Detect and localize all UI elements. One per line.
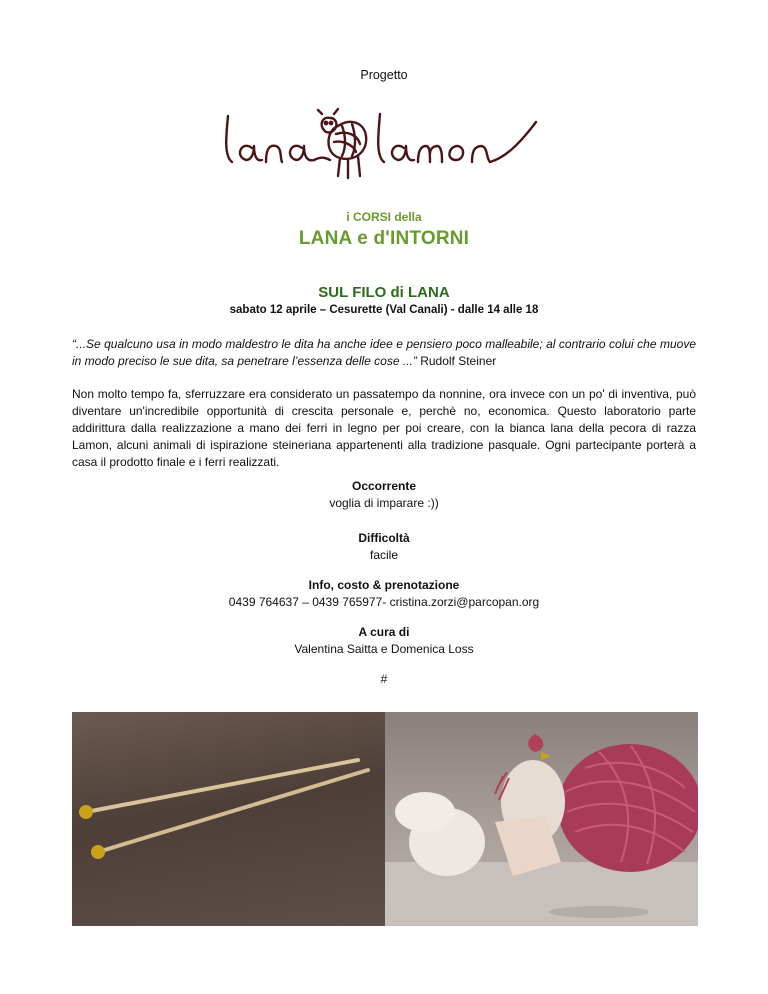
needles-illustration xyxy=(72,712,385,926)
info-label: Info, costo & prenotazione xyxy=(308,578,460,592)
info-label: Occorrente xyxy=(351,479,417,493)
knitting-needles-photo xyxy=(72,712,385,926)
info-block-curators xyxy=(0,624,768,658)
event-details: sabato 12 aprile – Cesurette (Val Canali) - dalle 14 alle 18 xyxy=(229,304,539,316)
info-label: A cura di xyxy=(358,625,410,639)
quote-text: “...Se qualcuno usa in modo maldestro le dita ha anche idee e pensiero poco malleabile; al contrario colui che muove in modo preciso le sue dita, sa penetrare l’essenza delle cose ...” xyxy=(72,337,696,368)
info-value: facile xyxy=(369,548,398,562)
info-block-contact xyxy=(0,577,768,611)
info-value: voglia di imparare :)) xyxy=(329,496,439,510)
info-value: Valentina Saitta e Domenica Loss xyxy=(294,642,474,656)
info-block-difficulty xyxy=(0,530,768,564)
logo-graphic xyxy=(218,96,554,186)
info-block-needs xyxy=(0,478,768,512)
course-title: LANA e d'INTORNI xyxy=(298,228,470,249)
quote-author: Rudolf Steiner xyxy=(416,354,497,368)
event-title: SUL FILO di LANA xyxy=(318,284,450,301)
description-paragraph: Non molto tempo fa, sferruzzare era considerato un passatempo da nonnine, ora invece con un po' di inventiva, può diventare un'incredibile opportunità di crescita personale e, perchè no, economica. Questo laboratorio parte addirittura dalla realizzazione a mano dei ferri in legno per poi creare, con la bianca lana della pecora di razza Lamon, alcuni animali di ispirazione steineriana appartenenti alla tradizione pasquale. Ogni partecipante porterà a casa il prodotto finale e i ferri realizzati. xyxy=(72,387,696,469)
course-series-label: i CORSI della xyxy=(346,210,422,224)
info-label: Difficoltà xyxy=(358,531,410,545)
info-value: 0439 764637 – 0439 765977- cristina.zorzi@parcopan.org xyxy=(228,595,540,609)
project-label: Progetto xyxy=(360,68,408,82)
quote-paragraph xyxy=(72,336,696,370)
hen-yarn-illustration xyxy=(385,712,698,926)
knitted-hen-and-yarn-photo xyxy=(385,712,698,926)
separator-hash: # xyxy=(380,672,388,686)
lana-lamon-logo xyxy=(218,96,554,186)
